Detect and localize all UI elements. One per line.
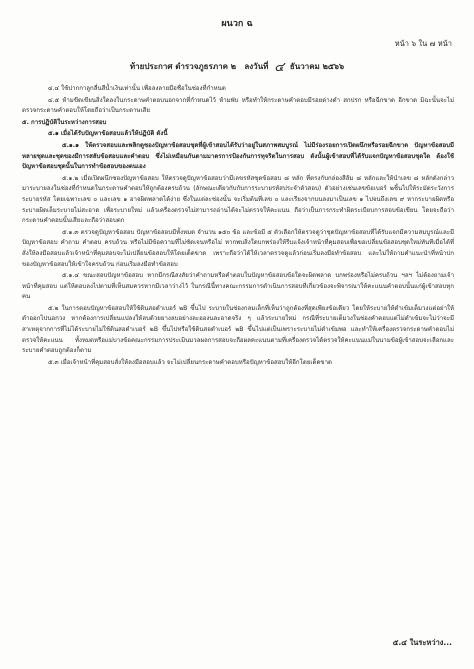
page-number: หน้า ๖ ใน ๗ หน้า (394, 39, 452, 48)
paragraph-5-1-3: ๕.๑.๓ ตรวจดูปัญหาข้อสอบ ปัญหาข้อสอบมีทั้งหมด จำนวน ๑๕๐ ข้อ และข้อมี ๕ ตัวเลือกให้ตรวจดูว่าชุดปัญหาข้อสอบที่ได้รับแจกมีความสมบูรณ์และมีปัญหาข้อสอบ คำถาม คำตอบ ครบถ้วน หรือไม่มีข้อความที่ไม่ชัดเจนหรือไม่ หากพบสิ่งใดบกพร่องให้รีบแจ้งเจ้าหน้าที่คุมสอบเพื่อขอเปลี่ยนข้อสอบชุดใหม่ทันทีเมื่อได้ที่สั่งให้ลงมือสอบแล้วเจ้าหน้าที่คุมสอบจะไม่เปลี่ยนข้อสอบให้โดยเด็ดขาด เพราะถือว่าได้ให้เวลาตรวจดูแล้วก่อนเริ่มลงมือทำข้อสอบ และไม่ให้ถามคำแนะนำที่หน้าปกของปัญหาข้อสอบให้เข้าใจครบถ้วน ก่อนเริ่มลงมือทำข้อสอบ (22, 228, 454, 268)
continuation-note: ๕.๔ ในระหว่าง... (392, 638, 452, 647)
paragraph-5-3: ๕.๓ เมื่อเจ้าหน้าที่คุมสอบสั่งให้ลงมือสอบแล้ว จะไม่เปลี่ยนกระดาษคำตอบหรือปัญหาข้อสอบให้อีกโดยเด็ดขาด (48, 358, 332, 366)
section-5-heading: ๕. การปฏิบัติในระหว่างการสอบ (22, 118, 107, 126)
handwritten-day: ๔ (274, 60, 285, 75)
annex-title: ผนวก ฉ (221, 19, 253, 29)
reference-date-label: ลงวันที่ (244, 62, 269, 71)
reference-prefix: ท้ายประกาศ ตำรวจภูธรภาค ๒ (129, 62, 237, 71)
section-5-1-heading: ๕.๑ เมื่อได้รับปัญหาข้อสอบแล้วให้ปฏิบัติ ดังนี้ (48, 130, 168, 138)
paragraph-4-4: ๔.๔ ใช้ปากกาลูกลื่นสีน้ำเงินเท่านั้น เพื่อลงลายมือชื่อในช่องที่กำหนด (48, 85, 226, 92)
paragraph-5-2: ๕.๒ ในการตอบปัญหาข้อสอบให้ใช้ดินสอดำเบอร์ ๒B ขึ้นไป ระบายในช่องกลมเล็กที่เห็นว่าถูกต้องที่สุดเพียงข้อเดียว โดยให้ระบายให้ดำเข้มเต็มวงแต่อย่าให้ดำออกไปนอกวง หากต้องการเปลี่ยนแปลงให้ลบด้วยยางลบอย่างละอองนละอาดจริง ๆ แล้วระบายใหม่ กรณีที่ระบายเต็มวงในช่องคำตอบแต่ไม่ดำเข้มจะไม่ว่าจะมีสาเหตุจากการที่ไม่ได้ระบายไม่ใช้ดินสอดำเบอร์ ๒B ขึ้นไปหรือใช้ดินสอดำเบอร์ ๒B ขึ้นไปแต่เป็นเพราะระบายไม่ดำเข้มพอ และทำให้เครื่องตรวจกระดาษคำตอบไม่ตรวจให้คะแนน ทั้งหมดหรือแม่บางข้อคณะกรรมการประเมินมวลผลการสอบจะถือผลคะแนนตามที่เครื่องตรวจได้ตรวจให้คะแนนแม่ในนามข้อผู้เข้าสอบจะเลือกและระบายคำตอบถูกต้องก็ตาม (22, 304, 454, 355)
paragraph-5-1-4: ๕.๑.๔ ขณะสอบปัญหาข้อสอบ หากมีกรณีสงสัยว่าคำถามหรือคำตอบในปัญหาข้อสอบข้อใดจะผิดพลาด บกพร่องหรือไม่ครบถ้วน ฯลฯ ไม่ต้องถามเจ้าหน้าที่คุมสอบ แต่ให้ตอบลงไปตามที่เห็นสมควรหากมีเวลาว่างไว้ ในกรณีนี้ทางคณะกรรมการดำเนินการสอบที่เกี่ยวข้องจะพิจารณาให้คะแนนคำตอบนั้นแก่ผู้เข้าสอบทุกคน (22, 272, 454, 301)
paragraph-5-1-1: ๕.๑.๑ ให้ตรวจสอบและพลิกดูซองปัญหาข้อสอบชุดที่ผู้เข้าสอบได้รับว่าอยู่ในสภาพสมบูรณ์ ไม่มีร่องรอยการเปิดผนึกหรือรอยฉีกขาด ปัญหาข้อสอบมีหลายชุดและชุดของมีการสลับข้อสอบและคำตอบ ซึ่งไม่เหมือนกันตามมาตรการป้องกันการทุจริตในการสอบ ดังนั้นผู้เข้าสอบที่ได้รับแจกปัญหาข้อสอบชุดใด ต้องใช้ปัญหาข้อสอบชุดนั้นในการทำข้อสอบของตนเอง (22, 141, 454, 171)
reference-line (0, 56, 474, 77)
paragraph-4-5: ๔.๕ ห้ามขีดเขียนสิ่งใดลงในกระดาษคำตอบนอกจากที่กำหนดไว้ ห้ามพับ หรือทำให้กระดาษคำตอบมีรอยด่างดำ สกปรก หรือฉีกขาด อีกขาด มิฉะนั้นจะไม่ตรวจกระดาษคำตอบให้โดยถือว่าเป็นกระดาษเสีย (22, 96, 454, 115)
document-body (22, 84, 454, 369)
paragraph-5-1-2: ๕.๑.๒ เมื่อเปิดผนึกซองปัญหาข้อสอบ ให้ตรวจดูปัญหาข้อสอบว่ามีเลขรหัสชุดข้อสอบ ๘ หลัก ที่ตรงกับกล่องสีส้ม ๘ หลักและให้นำเลข ๘ หลักดังกล่าว มาระบายลงในช่องที่กำหนดในกระดาษคำตอบให้ถูกต้องครบถ้วน (ลักษณะเดียวกับกับการระบายรหัสประจำตัวสอบ) ตัวอย่างเช่นเลขข้อเบอร์ ๒ชิ้นไปให้ระมัดระวังการระบายรหัส โดยเฉพาะเลข ๐ และเลข ๑ อาจผิดพลาดได้ง่าย ซึ่งในแต่ละช่องนั้น จะเริ่มต้นที่เลข ๐ และเรียงจากบนลงมาเป็นเลข ๑ ไปจนถึงเลข ๙ หากระบายผิดหรือระบายผิดเล็มระบายไม่สะอาด เพื่อระบายใหม่ แล้วเครื่องตรวจไม่สามารถอ่านได้จะไม่ตรวจให้คะแนน ถือว่าเป็นการกระทำผิดระเบียบการสอบข้อเขียน โดยจะถือว่ากระดาษคำตอบนั้นเสียและถือว่าสอบตก (22, 174, 454, 225)
reference-month-year: ธันวาคม ๒๕๖๖ (289, 62, 345, 71)
